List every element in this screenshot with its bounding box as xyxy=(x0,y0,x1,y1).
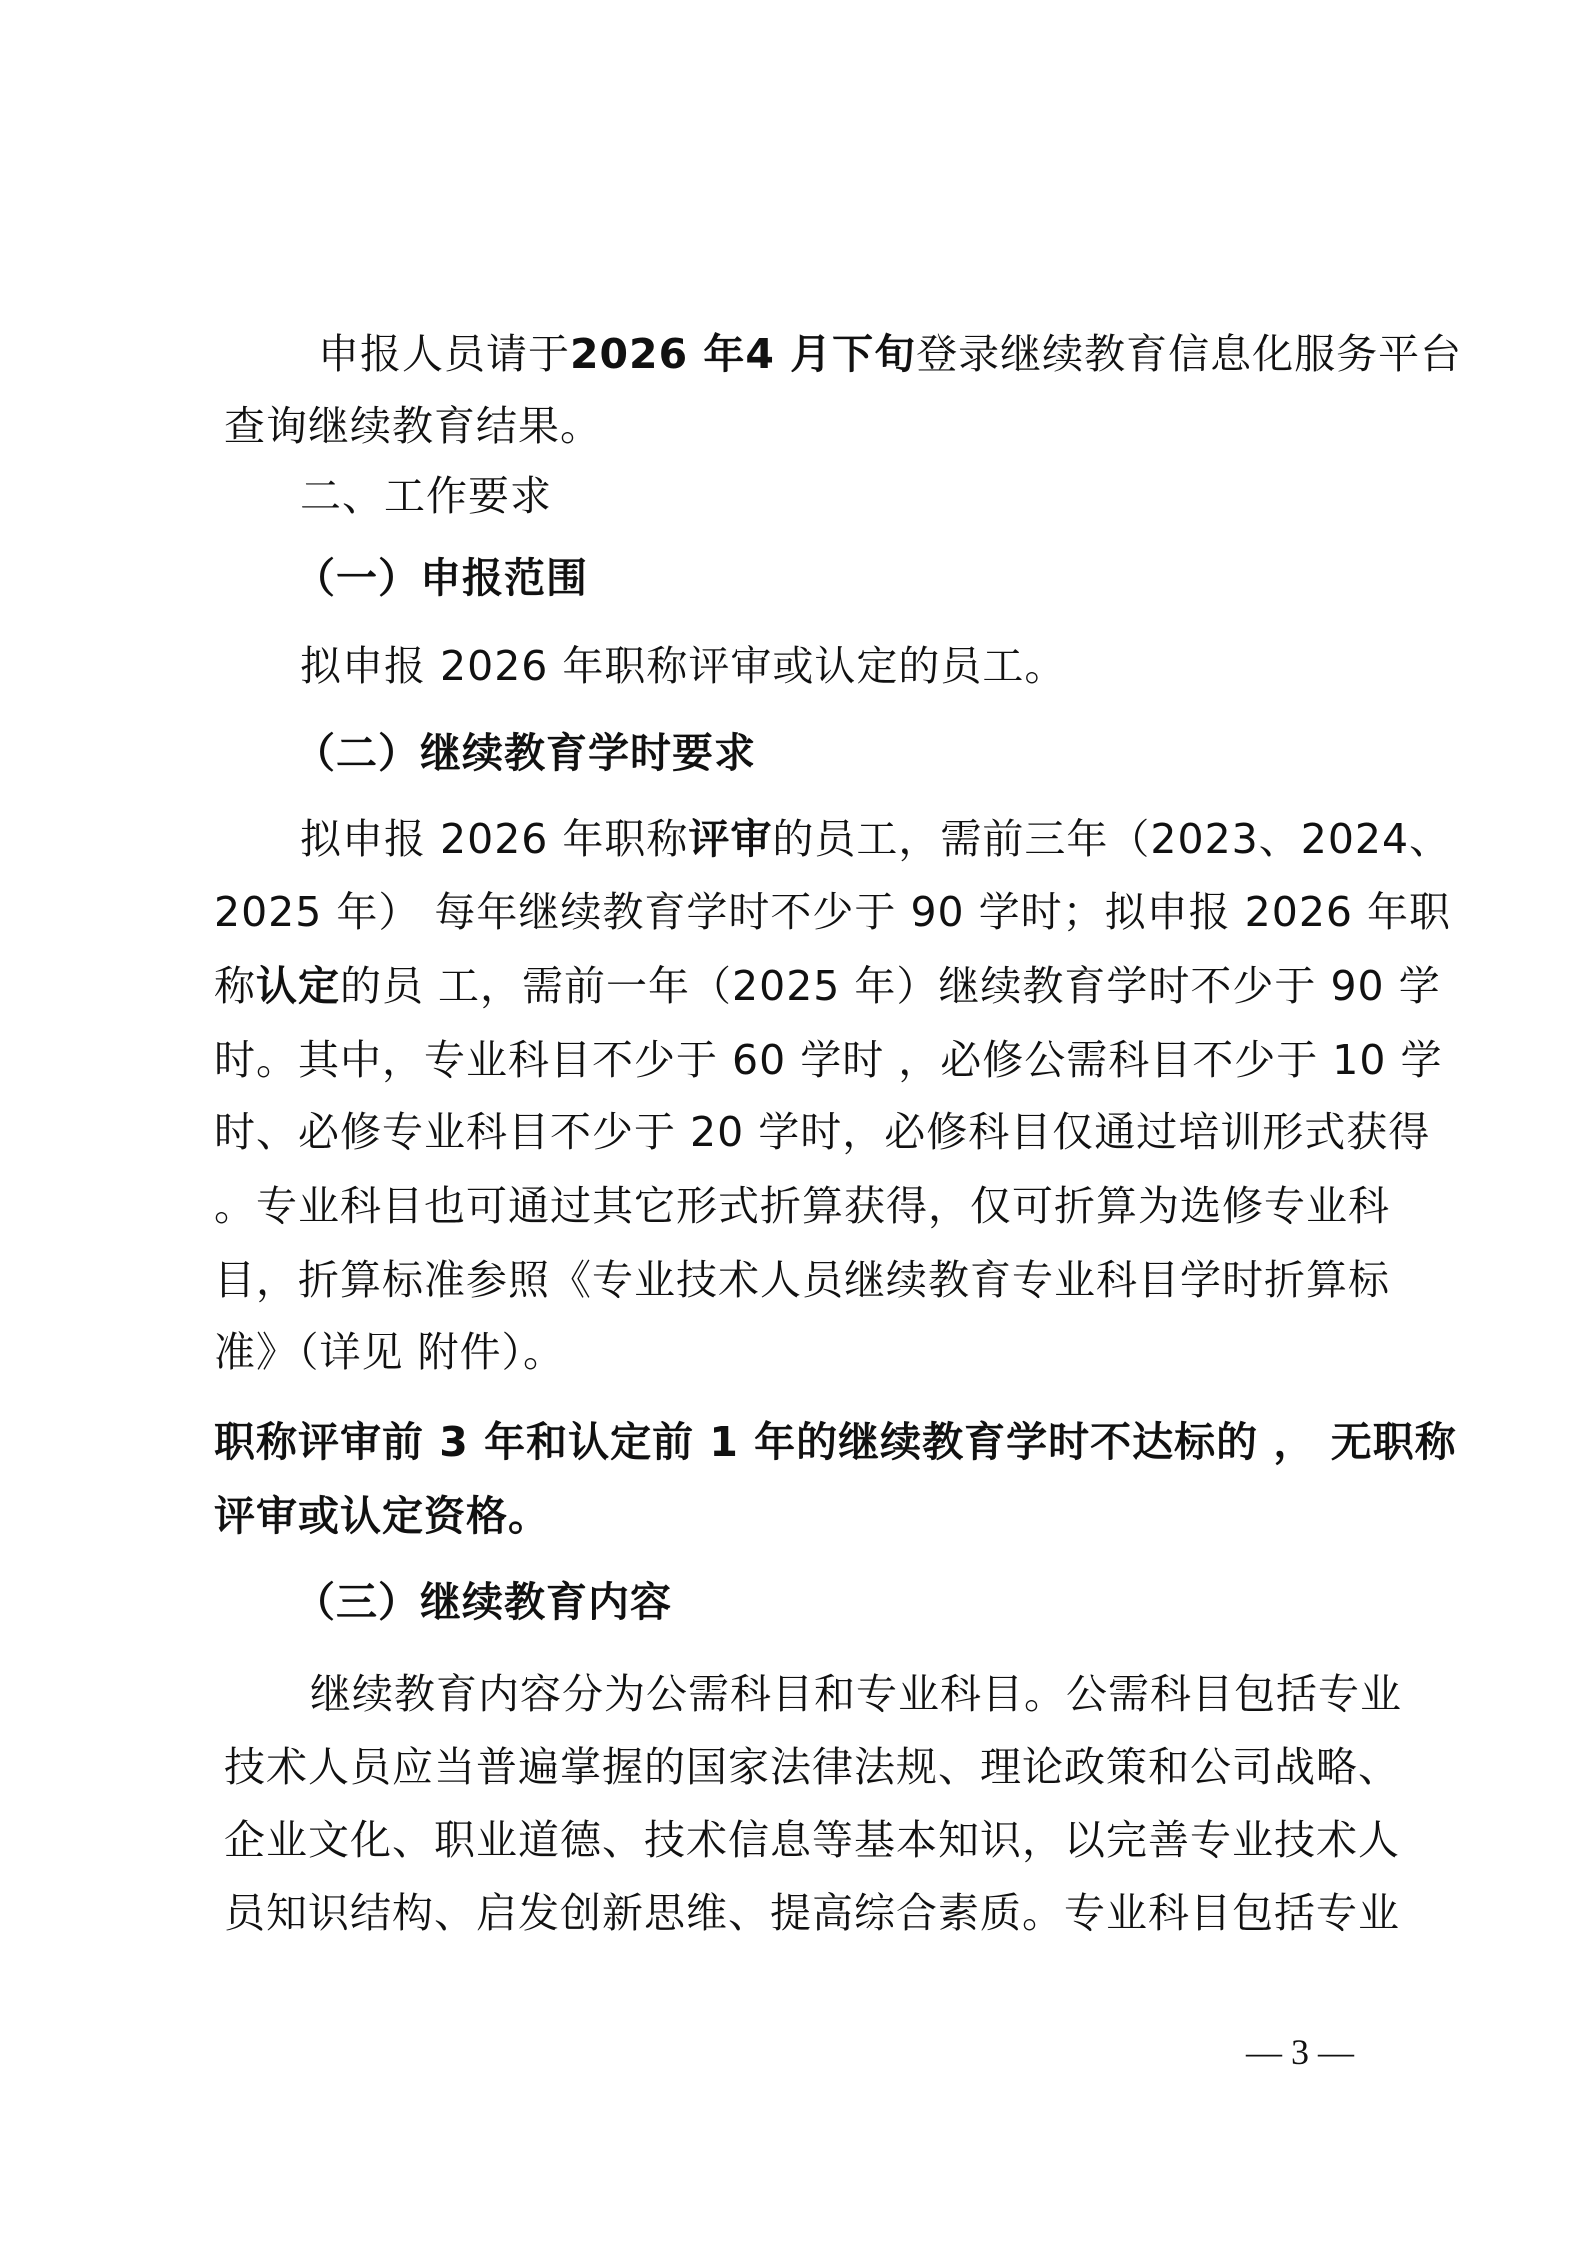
paragraph-line: 拟申报 2026 年职称评审或认定的员工。 xyxy=(300,642,1067,690)
text-segment: 的员 工，需前一年（2025 年）继续教育学时不少于 90 学 xyxy=(340,962,1441,1010)
warning-line: 评审或认定资格。 xyxy=(214,1492,550,1540)
paragraph-line xyxy=(300,813,1451,865)
paragraph-line: 企业文化、职业道德、技术信息等基本知识，以完善专业技术人 xyxy=(224,1816,1400,1864)
text-segment: 申报人员请于 xyxy=(318,330,570,378)
text-segment: 称 xyxy=(214,962,256,1010)
paragraph-line: 员知识结构、启发创新思维、提高综合素质。专业科目包括专业 xyxy=(224,1889,1400,1937)
text-segment: 的员工，需前三年（2023、2024、 xyxy=(772,815,1452,863)
paragraph-line: 。专业科目也可通过其它形式折算获得，仅可折算为选修专业科 xyxy=(214,1182,1390,1230)
paragraph-line xyxy=(214,960,1441,1012)
bold-text: 认定 xyxy=(256,962,340,1010)
text-segment: 登录继续教育信息化服务平台 xyxy=(916,330,1463,378)
bold-text: 评审 xyxy=(688,815,773,863)
paragraph-line: 时、必修专业科目不少于 20 学时，必修科目仅通过培训形式获得 xyxy=(214,1108,1431,1156)
paragraph-line: 准》（详见 附件）。 xyxy=(214,1328,566,1376)
subsection-title: （一）申报范围 xyxy=(294,554,588,602)
section-title: 二、工作要求 xyxy=(300,472,552,520)
paragraph-line: 查询继续教育结果。 xyxy=(224,402,602,450)
paragraph-line xyxy=(318,328,1462,380)
paragraph-line: 继续教育内容分为公需科目和专业科目。公需科目包括专业 xyxy=(310,1670,1402,1718)
paragraph-line: 时。其中，专业科目不少于 60 学时 ，必修公需科目不少于 10 学 xyxy=(214,1036,1443,1084)
subsection-title: （二）继续教育学时要求 xyxy=(294,729,756,777)
paragraph-line: 技术人员应当普遍掌握的国家法律法规、理论政策和公司战略、 xyxy=(224,1743,1400,1791)
warning-line: 职称评审前 3 年和认定前 1 年的继续教育学时不达标的 ， 无职称 xyxy=(214,1418,1457,1466)
paragraph-line: 目，折算标准参照《专业技术人员继续教育专业科目学时折算标 xyxy=(214,1256,1390,1304)
bold-date: 2026 年4 月下旬 xyxy=(570,330,917,378)
paragraph-line: 2025 年） 每年继续教育学时不少于 90 学时；拟申报 2026 年职 xyxy=(214,888,1452,936)
page-number: — 3 — xyxy=(1246,2032,1354,2072)
subsection-title: （三）继续教育内容 xyxy=(294,1578,672,1626)
text-segment: 拟申报 2026 年职称 xyxy=(300,815,689,863)
